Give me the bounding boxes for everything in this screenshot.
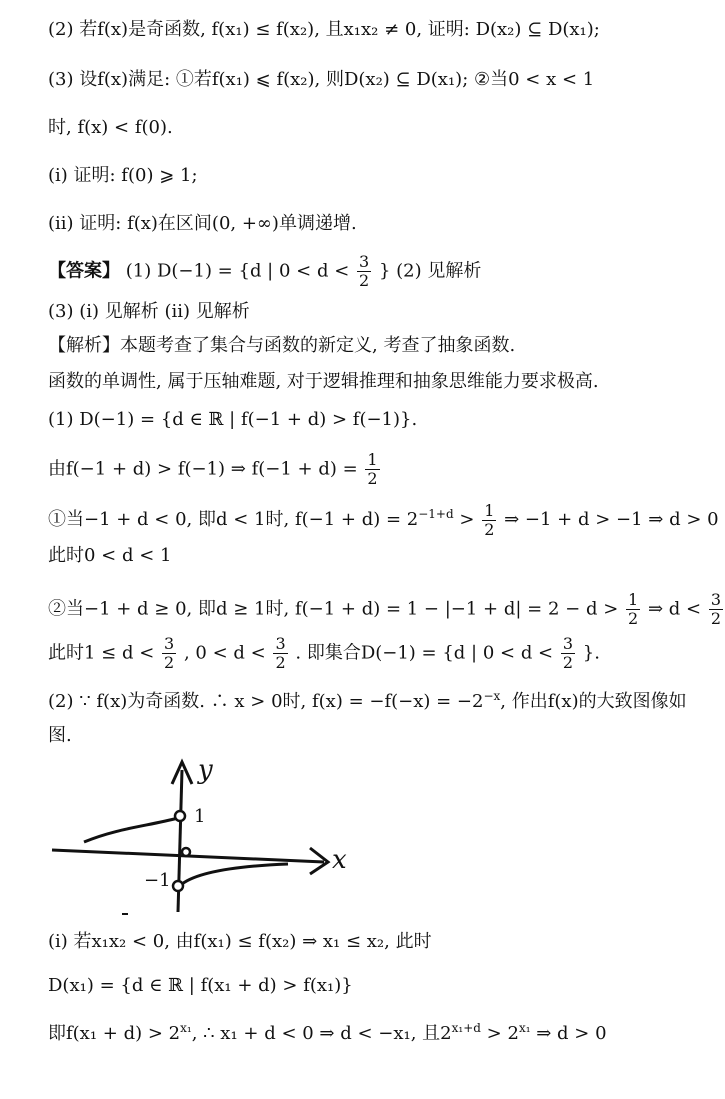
solution-case-1-result: 此时0 < d < 1 [48, 545, 172, 566]
tick-label-1: 1 [194, 806, 206, 827]
answer-line [48, 254, 481, 289]
line-q3: (3) 设f(x)满足: ①若f(x₁) ⩽ f(x₂), 则D(x₂) ⊆ D(x₁); ②当0 < x < 1 [48, 69, 595, 90]
solution-case-2: ②当−1 + d ≥ 0, 即d ≥ 1时, f(−1 + d) = 1 − |−1 + d| = 2 − d > $\frac{1}{2}$ ⇒ d < $\frac{3}{2}$ [48, 590, 721, 628]
line-q3-i: (ⅰ) 证明: f(0) ⩾ 1; [48, 165, 198, 186]
solution-1-step: 由f(−1 + d) > f(−1) ⇒ f(−1 + d) = $\frac{1}{2}$ [48, 450, 378, 488]
tick-label-neg1: −1 [144, 870, 171, 891]
fraction-one-half: $\frac{1}{2}$ [484, 500, 495, 539]
fraction-three-half: $\frac{3}{2}$ [164, 634, 175, 672]
solution-case-1: ①当−1 + d < 0, 即d < 1时, $f(-1 + d) = 2^{-1+d}$ > $\frac{1}{2}$ ⇒ −1 + d > −1 ⇒ d > 0 [48, 500, 719, 539]
y-axis-label: y [198, 755, 213, 785]
solution-2: (2) ∵ f(x)为奇函数. ∴ x > 0时, $f(x) = -f(-x) = -2^{-x}$, 作出f(x)的大致图像如 [48, 689, 687, 712]
origin-mark [182, 848, 190, 856]
solution-1: (1) D(−1) = {d ∈ ℝ | f(−1 + d) > f(−1)}. [48, 409, 418, 430]
analysis-line-1: 【解析】本题考查了集合与函数的新定义, 考查了抽象函数. [48, 335, 516, 356]
curve-left [84, 818, 178, 842]
solution-2-i-step: 即$f(x_1 + d) > 2^{x_1}$, ∴ x₁ + d < 0 ⇒ d < −x₁, 且$2^{x_1+d} > 2^{x_1}$ ⇒ d > 0 [48, 1021, 607, 1044]
line-q2: (2) 若f(x)是奇函数, f(x₁) ≤ f(x₂), 且x₁x₂ ≠ 0, 证明: D(x₂) ⊆ D(x₁); [48, 19, 600, 40]
line-q3-ii: (ⅱ) 证明: f(x)在区间(0, +∞)单调递增. [48, 213, 357, 234]
fraction-one-half: $\frac{1}{2}$ [628, 590, 639, 628]
solution-2-i: (ⅰ) 若x₁x₂ < 0, 由f(x₁) ≤ f(x₂) ⇒ x₁ ≤ x₂, 此时 [48, 931, 432, 952]
x-axis-label: x [332, 845, 347, 875]
answer-part2: } (2) 见解析 [378, 260, 482, 282]
fraction-three-half: $\frac{3}{2}$ [710, 590, 721, 628]
analysis-line-2: 函数的单调性, 属于压轴难题, 对于逻辑推理和抽象思维能力要求极高. [48, 371, 599, 392]
function-sketch [48, 752, 348, 922]
open-point-upper [175, 811, 185, 821]
fraction-three-half: $\frac{3}{2}$ [562, 634, 574, 672]
open-point-lower [173, 881, 183, 891]
solution-case-2-result: 此时1 ≤ d < $\frac{3}{2}$ , 0 < d < $\frac{3}{2}$ . 即集合D(−1) = {d | 0 < d < $\frac{3}{2}$ }. [48, 634, 600, 672]
line-q3-cont: 时, f(x) < f(0). [48, 117, 173, 138]
curve-right [182, 864, 288, 884]
answer-line-2: (3) (ⅰ) 见解析 (ⅱ) 见解析 [48, 301, 250, 322]
answer-part1: (1) D(−1) = {d | 0 < d < [125, 260, 350, 282]
fraction-one-half: $\frac{1}{2}$ [367, 450, 378, 488]
solution-2-i-set: D(x₁) = {d ∈ ℝ | f(x₁ + d) > f(x₁)} [48, 975, 353, 996]
solution-2-cont: 图. [48, 725, 72, 746]
answer-label: 【答案】 [48, 260, 120, 282]
fraction-three-half: $\frac{3}{2}$ [275, 634, 286, 672]
fraction-three-half: $\frac{3}{2}$ [359, 252, 370, 290]
